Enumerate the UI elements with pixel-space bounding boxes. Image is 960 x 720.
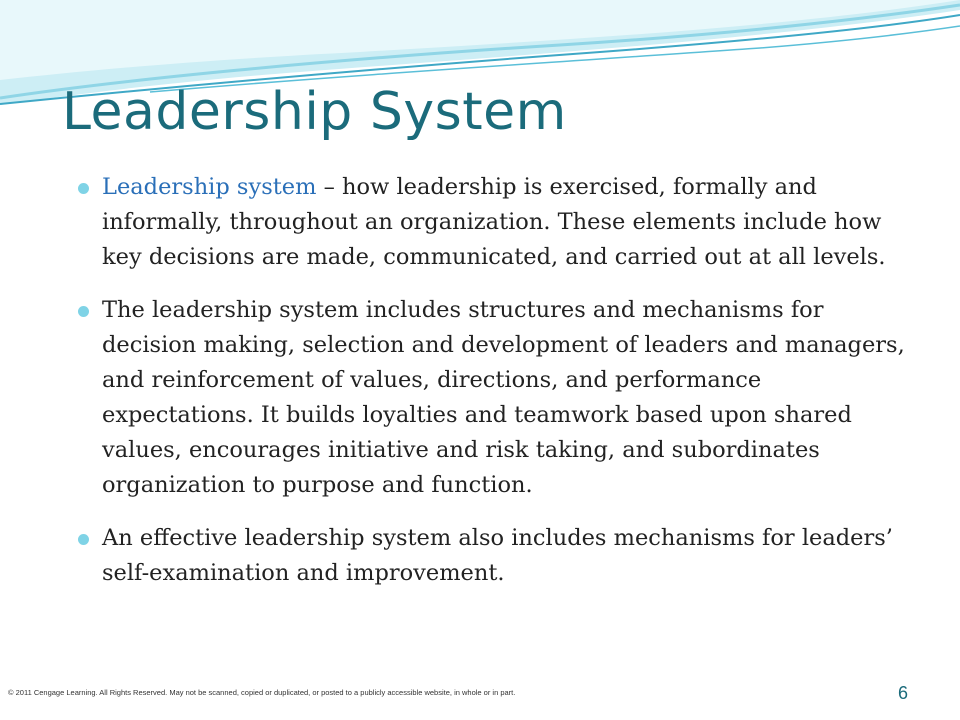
bullet-list (78, 170, 918, 609)
bullet-item (78, 521, 918, 591)
bullet-text: The leadership system includes structures and mechanisms for decision making, selection and development of leaders and managers, and reinforcement of values, directions, and performance expectations. It builds loyalties and teamwork based upon shared values, encourages initiative and risk taking, and subordinates organization to purpose and function. (102, 297, 905, 498)
bullet-item (78, 293, 918, 503)
bullet-item (78, 170, 918, 275)
copyright-footer: © 2011 Cengage Learning. All Rights Reserved. May not be scanned, copied or duplicated, or posted to a publicly accessible website, in whole or in part. (8, 688, 516, 697)
page-number: 6 (898, 683, 909, 703)
bullet-dot-icon (78, 306, 89, 317)
bullet-dot-icon (78, 534, 89, 545)
bullet-text: – how leadership is exercised, formally and informally, throughout an organization. These elements include how key decisions are made, communicated, and carried out at all levels. (102, 174, 886, 270)
bullet-dot-icon (78, 183, 89, 194)
slide-title: Leadership System (62, 82, 567, 142)
bullet-term: Leadership system (102, 174, 317, 200)
bullet-text: An effective leadership system also includes mechanisms for leaders’ self-examination and improvement. (102, 525, 893, 586)
